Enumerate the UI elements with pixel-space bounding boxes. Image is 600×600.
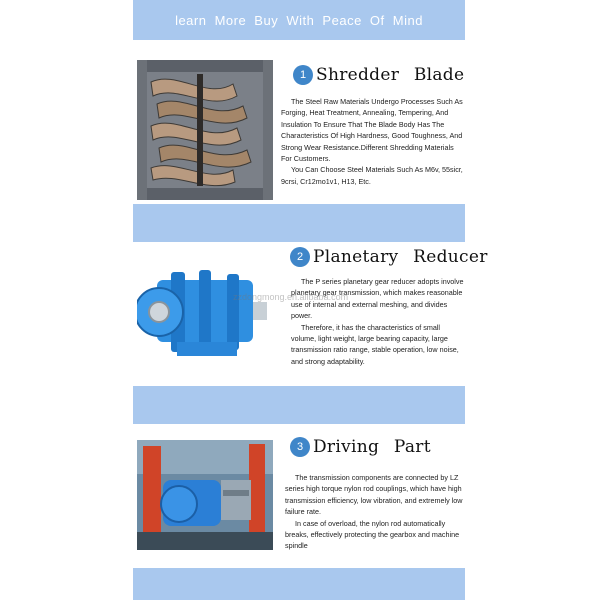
section-title: Shredder Blade xyxy=(316,65,465,85)
banner-text: learn More Buy With Peace Of Mind xyxy=(175,12,423,28)
paragraph: Therefore, it has the characteristics of small volume, light weight, large bearing capacity, large transmission ratio range, stable operation, low noise, and strong adaptability. xyxy=(291,322,459,366)
number-badge: 3 xyxy=(290,437,310,457)
section-driving-part xyxy=(133,430,465,570)
divider-band xyxy=(133,204,465,242)
section-description xyxy=(281,96,463,187)
planetary-reducer-photo xyxy=(137,250,273,376)
divider-band xyxy=(133,386,465,424)
driving-part-photo xyxy=(137,440,273,550)
paragraph: You Can Choose Steel Materials Such As M6v, 55sicr, 9crsi, Cr12mo1v1, H13, Etc. xyxy=(281,165,463,186)
section-description xyxy=(291,276,467,367)
section-heading xyxy=(290,247,488,267)
section-planetary-reducer xyxy=(133,242,488,382)
section-title: Driving Part xyxy=(313,437,431,457)
paragraph: The Steel Raw Materials Undergo Processes Such As Forging, Heat Treatment, Annealing, Tempering, And Insulation To Ensure That The Blade Body Has The Characteristics Of High Hardness, Good Toughness, And Strong Wear Resistance.Different Shredding Materials For Customers. xyxy=(281,97,463,164)
shredder-blade-photo xyxy=(137,60,273,200)
paragraph: The transmission components are connected by LZ series high torque nylon rod couplings, which have high transmission efficiency, low vibration, and extremely low failure rate. xyxy=(285,473,463,517)
section-description xyxy=(285,472,465,552)
section-heading xyxy=(293,65,464,85)
paragraph: The P series planetary gear reducer adopts involve planetary gear transmission, which makes reasonable use of internal and external meshing, and divides power. xyxy=(291,277,464,321)
watermark: zzdongmong.en.alibaba.com xyxy=(233,292,349,302)
number-badge: 1 xyxy=(293,65,313,85)
section-shredder-blade xyxy=(133,58,465,208)
section-heading xyxy=(290,437,431,457)
number-badge: 2 xyxy=(290,247,310,267)
bottom-band xyxy=(133,568,465,600)
top-banner xyxy=(133,0,465,40)
section-title: Planetary Reducer xyxy=(313,247,488,267)
paragraph: In case of overload, the nylon rod automatically breaks, effectively protecting the gearbox and machine spindle xyxy=(285,518,460,551)
